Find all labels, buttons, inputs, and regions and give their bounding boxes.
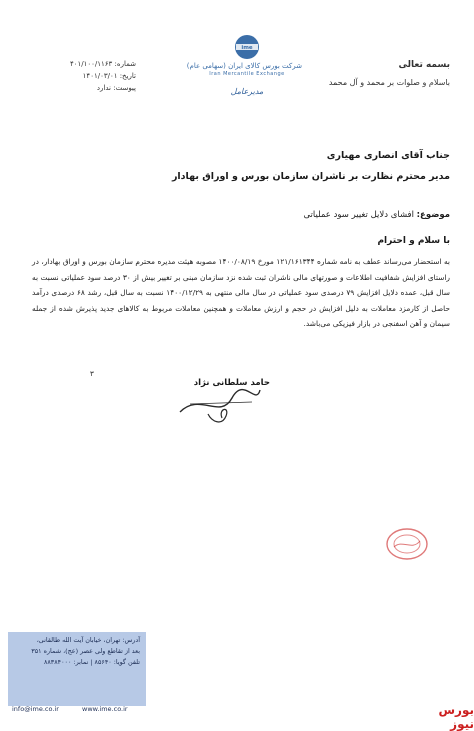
subject-text: افشای دلایل تغییر سود عملیاتی [303, 210, 414, 220]
number-label: شماره: [114, 60, 136, 68]
greeting: با سلام و احترام [377, 236, 450, 246]
letter-date [46, 72, 136, 80]
footer-phone: تلفن گویا: ۸۵۶۴۰ | نمابر: ۸۸۳۸۴۰۰۰ [43, 658, 140, 666]
attachment-label: پیوست: [113, 84, 136, 92]
letter-meta [46, 60, 136, 96]
salawat: باسلام و صلوات بر محمد و آل محمد [328, 78, 450, 87]
footer-contact-box [8, 632, 146, 706]
svg-text:ime: ime [241, 45, 253, 52]
ceo-signature-mark: مدیرعامل [230, 87, 264, 96]
subject-label: موضوع: [416, 210, 450, 220]
red-stamp-icon [384, 525, 430, 563]
basmala: بسمه تعالی [398, 60, 450, 70]
date-label: تاریخ: [119, 72, 136, 80]
attachment-value: ندارد [96, 84, 111, 92]
letter-attachment [46, 84, 136, 92]
date-value: ۱۴۰۱/۰۳/۰۱ [82, 72, 118, 80]
number-value: ۴۰۱/۱۰۰/۱۱۶۳ [69, 60, 113, 68]
ime-logo-icon [227, 34, 267, 60]
signature-number: ۳ [90, 370, 94, 378]
company-name-fa: شرکت بورس کالای ایران (سهامی عام) [186, 62, 302, 70]
signer-name: حامد سلطانی نژاد [193, 378, 270, 388]
company-name-en: Iran Mercantile Exchange [209, 71, 285, 77]
footer-email: info@ime.co.ir [12, 705, 59, 713]
letter-opening [329, 60, 450, 87]
signature-block [90, 370, 270, 424]
footer-website: www.ime.co.ir [82, 705, 128, 713]
footer-address-1: آدرس: تهران، خیابان آیت الله طالقانی، [36, 636, 140, 644]
subject-line [303, 210, 450, 220]
recipient-block [172, 150, 450, 182]
news-watermark: بورس نیوز [438, 703, 474, 731]
recipient-name: جناب آقای انصاری مهیاری [326, 150, 450, 161]
recipient-title: مدیر محترم نظارت بر ناشران سازمان بورس و اوراق بهادار [171, 171, 450, 182]
footer-address-2: بعد از تقاطع ولی عصر (عج)، شماره ۳۵۱ [31, 647, 140, 655]
letter-number [46, 60, 136, 68]
company-logo [186, 34, 302, 96]
letter-body: به استحضار می‌رساند عطف به نامه شماره ۱۲۱/۱۶۱۳۴۴ مورخ ۱۴۰۰/۰۸/۱۹ مصوبه هیئت مدیره محترم سازمان بورس و اوراق بهادار، در راستای افزایش شفافیت اطلاعات و صورتهای مالی ناشران ثبت شده نزد سازمان مبنی بر تغییر بیش از ۳۰ درصد سود عملیاتی نسبت به سال قبل، عمده دلایل افزایش ۷۹ درصدی سود عملیاتی در سال مالی منتهی به ۱۴۰۰/۱۲/۲۹ نسبت به سال قبل، رشد ۶۸ درصدی درآمد حاصل از کارمزد معاملات به دلیل افزایش در حجم و ارزش معاملات و همچنین معاملات مربوط به کالاهای جدید پذیرش شده از جمله سیمان و آهن اسفنجی در بازار فیزیکی می‌باشد. [32, 257, 450, 328]
handwritten-signature-icon [160, 384, 270, 424]
